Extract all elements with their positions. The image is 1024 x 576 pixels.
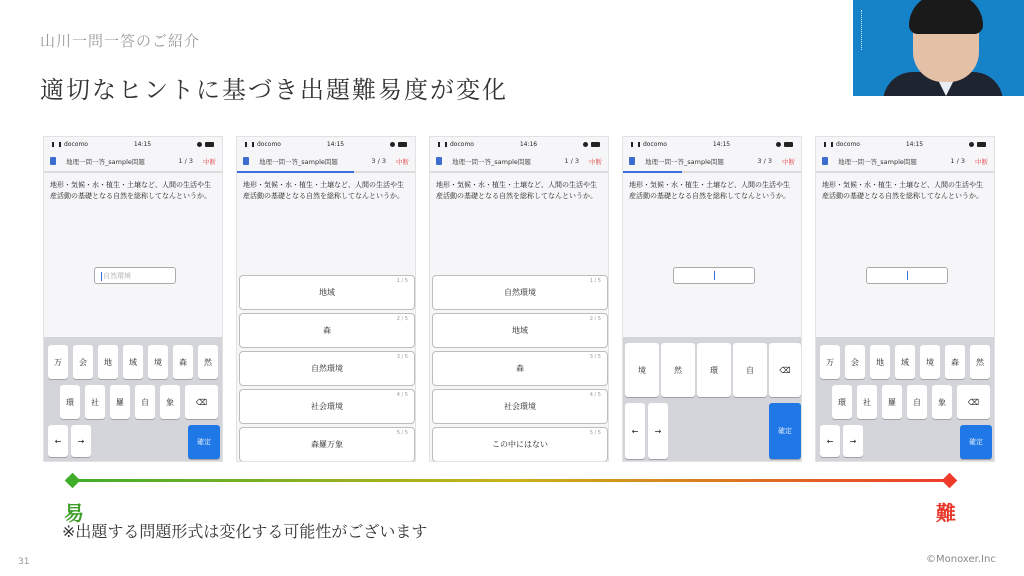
answer-keyboard — [623, 337, 801, 461]
key-char[interactable]: 社 — [85, 385, 105, 419]
carrier-label: docomo — [64, 140, 88, 148]
clock: 14:15 — [133, 140, 152, 148]
confirm-button[interactable]: 確定 — [188, 425, 220, 459]
signal-icon — [438, 142, 447, 147]
answer-input[interactable] — [94, 267, 176, 284]
key-char[interactable]: 環 — [60, 385, 80, 419]
answer-input[interactable] — [673, 267, 755, 284]
text-caret — [101, 272, 102, 281]
choice-label: 社会環境 — [504, 402, 536, 411]
progress-counter: 3 / 3 — [371, 157, 386, 165]
key-char[interactable]: 然 — [970, 345, 990, 379]
phone-screen-3 — [429, 136, 609, 462]
key-char[interactable]: 自 — [135, 385, 155, 419]
key-char[interactable]: 羅 — [110, 385, 130, 419]
choice-option[interactable] — [239, 351, 415, 386]
confirm-button[interactable]: 確定 — [769, 403, 801, 459]
question-text: 地形・気候・水・植生・土壌など、人間の生活や生産活動の基礎となる自然を総称してなんというか。 — [629, 181, 790, 200]
answer-value: 自然環境 — [103, 272, 131, 280]
key-char[interactable]: 万 — [820, 345, 840, 379]
quit-button[interactable]: 中断 — [589, 157, 602, 166]
difficulty-gradient-arrow — [70, 479, 952, 482]
choice-option[interactable] — [432, 313, 608, 348]
status-bar — [623, 137, 801, 151]
copyright: ©Monoxer.Inc — [926, 554, 996, 565]
question-text: 地形・気候・水・植生・土壌など、人間の生活や生産活動の基礎となる自然を総称してなんというか。 — [243, 181, 404, 200]
choice-label: 自然環境 — [504, 288, 536, 297]
answer-keyboard — [44, 337, 222, 461]
signal-icon — [824, 142, 833, 147]
hard-endpoint-marker — [942, 473, 958, 489]
alarm-icon — [197, 142, 202, 147]
easy-label: 易 — [64, 501, 84, 525]
choice-number: 1 / 5 — [396, 278, 408, 284]
alarm-icon — [776, 142, 781, 147]
question-text: 地形・気候・水・植生・土壌など、人間の生活や生産活動の基礎となる自然を総称してなんというか。 — [436, 181, 597, 200]
backspace-icon[interactable]: ⌫ — [769, 343, 801, 397]
presenter-hair — [909, 0, 983, 34]
alarm-icon — [390, 142, 395, 147]
page-number: 31 — [18, 557, 30, 567]
progress-counter: 1 / 3 — [950, 157, 965, 165]
choice-number: 3 / 5 — [589, 354, 601, 360]
backspace-icon[interactable]: ⌫ — [957, 385, 990, 419]
key-char[interactable]: 象 — [932, 385, 952, 419]
choice-option[interactable] — [432, 427, 608, 462]
slide-title: 適切なヒントに基づき出題難易度が変化 — [40, 76, 508, 104]
key-char[interactable]: 環 — [697, 343, 731, 397]
progress-counter: 3 / 3 — [757, 157, 772, 165]
choice-number: 5 / 5 — [589, 430, 601, 436]
choice-label: 森 — [516, 364, 524, 373]
cursor-left-key[interactable]: ← — [820, 425, 840, 457]
quit-button[interactable]: 中断 — [203, 157, 216, 166]
cursor-left-key[interactable]: ← — [625, 403, 645, 459]
choice-option[interactable] — [432, 351, 608, 386]
phone-screen-1 — [43, 136, 223, 462]
background-decoration — [861, 10, 865, 50]
deck-icon — [629, 157, 635, 165]
key-char[interactable]: 境 — [148, 345, 168, 379]
choice-option[interactable] — [432, 275, 608, 310]
phone-screen-2 — [236, 136, 416, 462]
answer-input[interactable] — [866, 267, 948, 284]
deck-name: 地理一問一答_sample問題 — [645, 157, 724, 166]
key-char[interactable]: 森 — [945, 345, 965, 379]
clock: 14:15 — [326, 140, 345, 148]
progress-counter: 1 / 3 — [178, 157, 193, 165]
battery-icon — [977, 142, 986, 147]
choice-number: 3 / 5 — [396, 354, 408, 360]
text-caret — [907, 271, 908, 280]
key-char[interactable]: 象 — [160, 385, 180, 419]
signal-icon — [631, 142, 640, 147]
choice-number: 5 / 5 — [396, 430, 408, 436]
quit-button[interactable]: 中断 — [782, 157, 795, 166]
hard-label: 難 — [936, 501, 956, 525]
backspace-icon[interactable]: ⌫ — [185, 385, 218, 419]
key-char[interactable]: 地 — [98, 345, 118, 379]
key-char[interactable]: 自 — [733, 343, 767, 397]
text-caret — [714, 271, 715, 280]
choice-label: 地域 — [319, 288, 335, 297]
choice-label: この中にはない — [492, 440, 548, 449]
choice-option[interactable] — [239, 275, 415, 310]
key-char[interactable]: 境 — [920, 345, 940, 379]
deck-name: 地理一問一答_sample問題 — [838, 157, 917, 166]
status-bar — [816, 137, 994, 151]
choice-option[interactable] — [432, 389, 608, 424]
key-char[interactable]: 会 — [73, 345, 93, 379]
webcam-video — [853, 0, 1024, 96]
easy-endpoint-marker — [65, 473, 81, 489]
deck-name: 地理一問一答_sample問題 — [66, 157, 145, 166]
choice-option[interactable] — [239, 427, 415, 462]
status-bar — [44, 137, 222, 151]
key-char[interactable]: 羅 — [882, 385, 902, 419]
cursor-left-key[interactable]: ← — [48, 425, 68, 457]
carrier-label: docomo — [450, 140, 474, 148]
phone-screen-5 — [815, 136, 995, 462]
key-char[interactable]: 然 — [661, 343, 695, 397]
choice-label: 森 — [323, 326, 331, 335]
clock: 14:16 — [519, 140, 538, 148]
carrier-label: docomo — [257, 140, 281, 148]
choice-number: 4 / 5 — [396, 392, 408, 398]
choice-label: 森羅万象 — [311, 440, 343, 449]
choice-option[interactable] — [239, 389, 415, 424]
choice-label: 自然環境 — [311, 364, 343, 373]
choice-label: 地域 — [512, 326, 528, 335]
quiz-header — [237, 151, 415, 171]
quiz-header — [623, 151, 801, 171]
key-char[interactable]: 域 — [895, 345, 915, 379]
deck-name: 地理一問一答_sample問題 — [452, 157, 531, 166]
cursor-right-key[interactable]: → — [71, 425, 91, 457]
cursor-right-key[interactable]: → — [843, 425, 863, 457]
quit-button[interactable]: 中断 — [396, 157, 409, 166]
alarm-icon — [583, 142, 588, 147]
choice-number: 1 / 5 — [589, 278, 601, 284]
choice-option[interactable] — [239, 313, 415, 348]
deck-name: 地理一問一答_sample問題 — [259, 157, 338, 166]
choice-number: 2 / 5 — [396, 316, 408, 322]
deck-icon — [436, 157, 442, 165]
question-text: 地形・気候・水・植生・土壌など、人間の生活や生産活動の基礎となる自然を総称してなんというか。 — [50, 181, 211, 200]
battery-icon — [398, 142, 407, 147]
phone-screen-4 — [622, 136, 802, 462]
deck-icon — [822, 157, 828, 165]
clock: 14:15 — [905, 140, 924, 148]
signal-icon — [52, 142, 61, 147]
carrier-label: docomo — [836, 140, 860, 148]
battery-icon — [205, 142, 214, 147]
progress-counter: 1 / 3 — [564, 157, 579, 165]
battery-icon — [784, 142, 793, 147]
quiz-header — [816, 151, 994, 171]
alarm-icon — [969, 142, 974, 147]
key-char[interactable]: 社 — [857, 385, 877, 419]
key-char[interactable]: 地 — [870, 345, 890, 379]
signal-icon — [245, 142, 254, 147]
clock: 14:15 — [712, 140, 731, 148]
status-bar — [237, 137, 415, 151]
answer-keyboard — [816, 337, 994, 461]
quit-button[interactable]: 中断 — [975, 157, 988, 166]
battery-icon — [591, 142, 600, 147]
question-text: 地形・気候・水・植生・土壌など、人間の生活や生産活動の基礎となる自然を総称してなんというか。 — [822, 181, 983, 200]
key-char[interactable]: 会 — [845, 345, 865, 379]
key-char[interactable]: 境 — [625, 343, 659, 397]
carrier-label: docomo — [643, 140, 667, 148]
confirm-button[interactable]: 確定 — [960, 425, 992, 459]
key-char[interactable]: 万 — [48, 345, 68, 379]
key-char[interactable]: 森 — [173, 345, 193, 379]
choice-label: 社会環境 — [311, 402, 343, 411]
choice-number: 2 / 5 — [589, 316, 601, 322]
deck-icon — [243, 157, 249, 165]
footnote: ※出題する問題形式は変化する可能性がございます — [62, 522, 428, 541]
key-char[interactable]: 自 — [907, 385, 927, 419]
slide-subtitle: 山川一問一答のご紹介 — [40, 32, 201, 50]
quiz-header — [44, 151, 222, 171]
key-char[interactable]: 域 — [123, 345, 143, 379]
cursor-right-key[interactable]: → — [648, 403, 668, 459]
deck-icon — [50, 157, 56, 165]
key-char[interactable]: 環 — [832, 385, 852, 419]
status-bar — [430, 137, 608, 151]
choice-number: 4 / 5 — [589, 392, 601, 398]
quiz-header — [430, 151, 608, 171]
key-char[interactable]: 然 — [198, 345, 218, 379]
